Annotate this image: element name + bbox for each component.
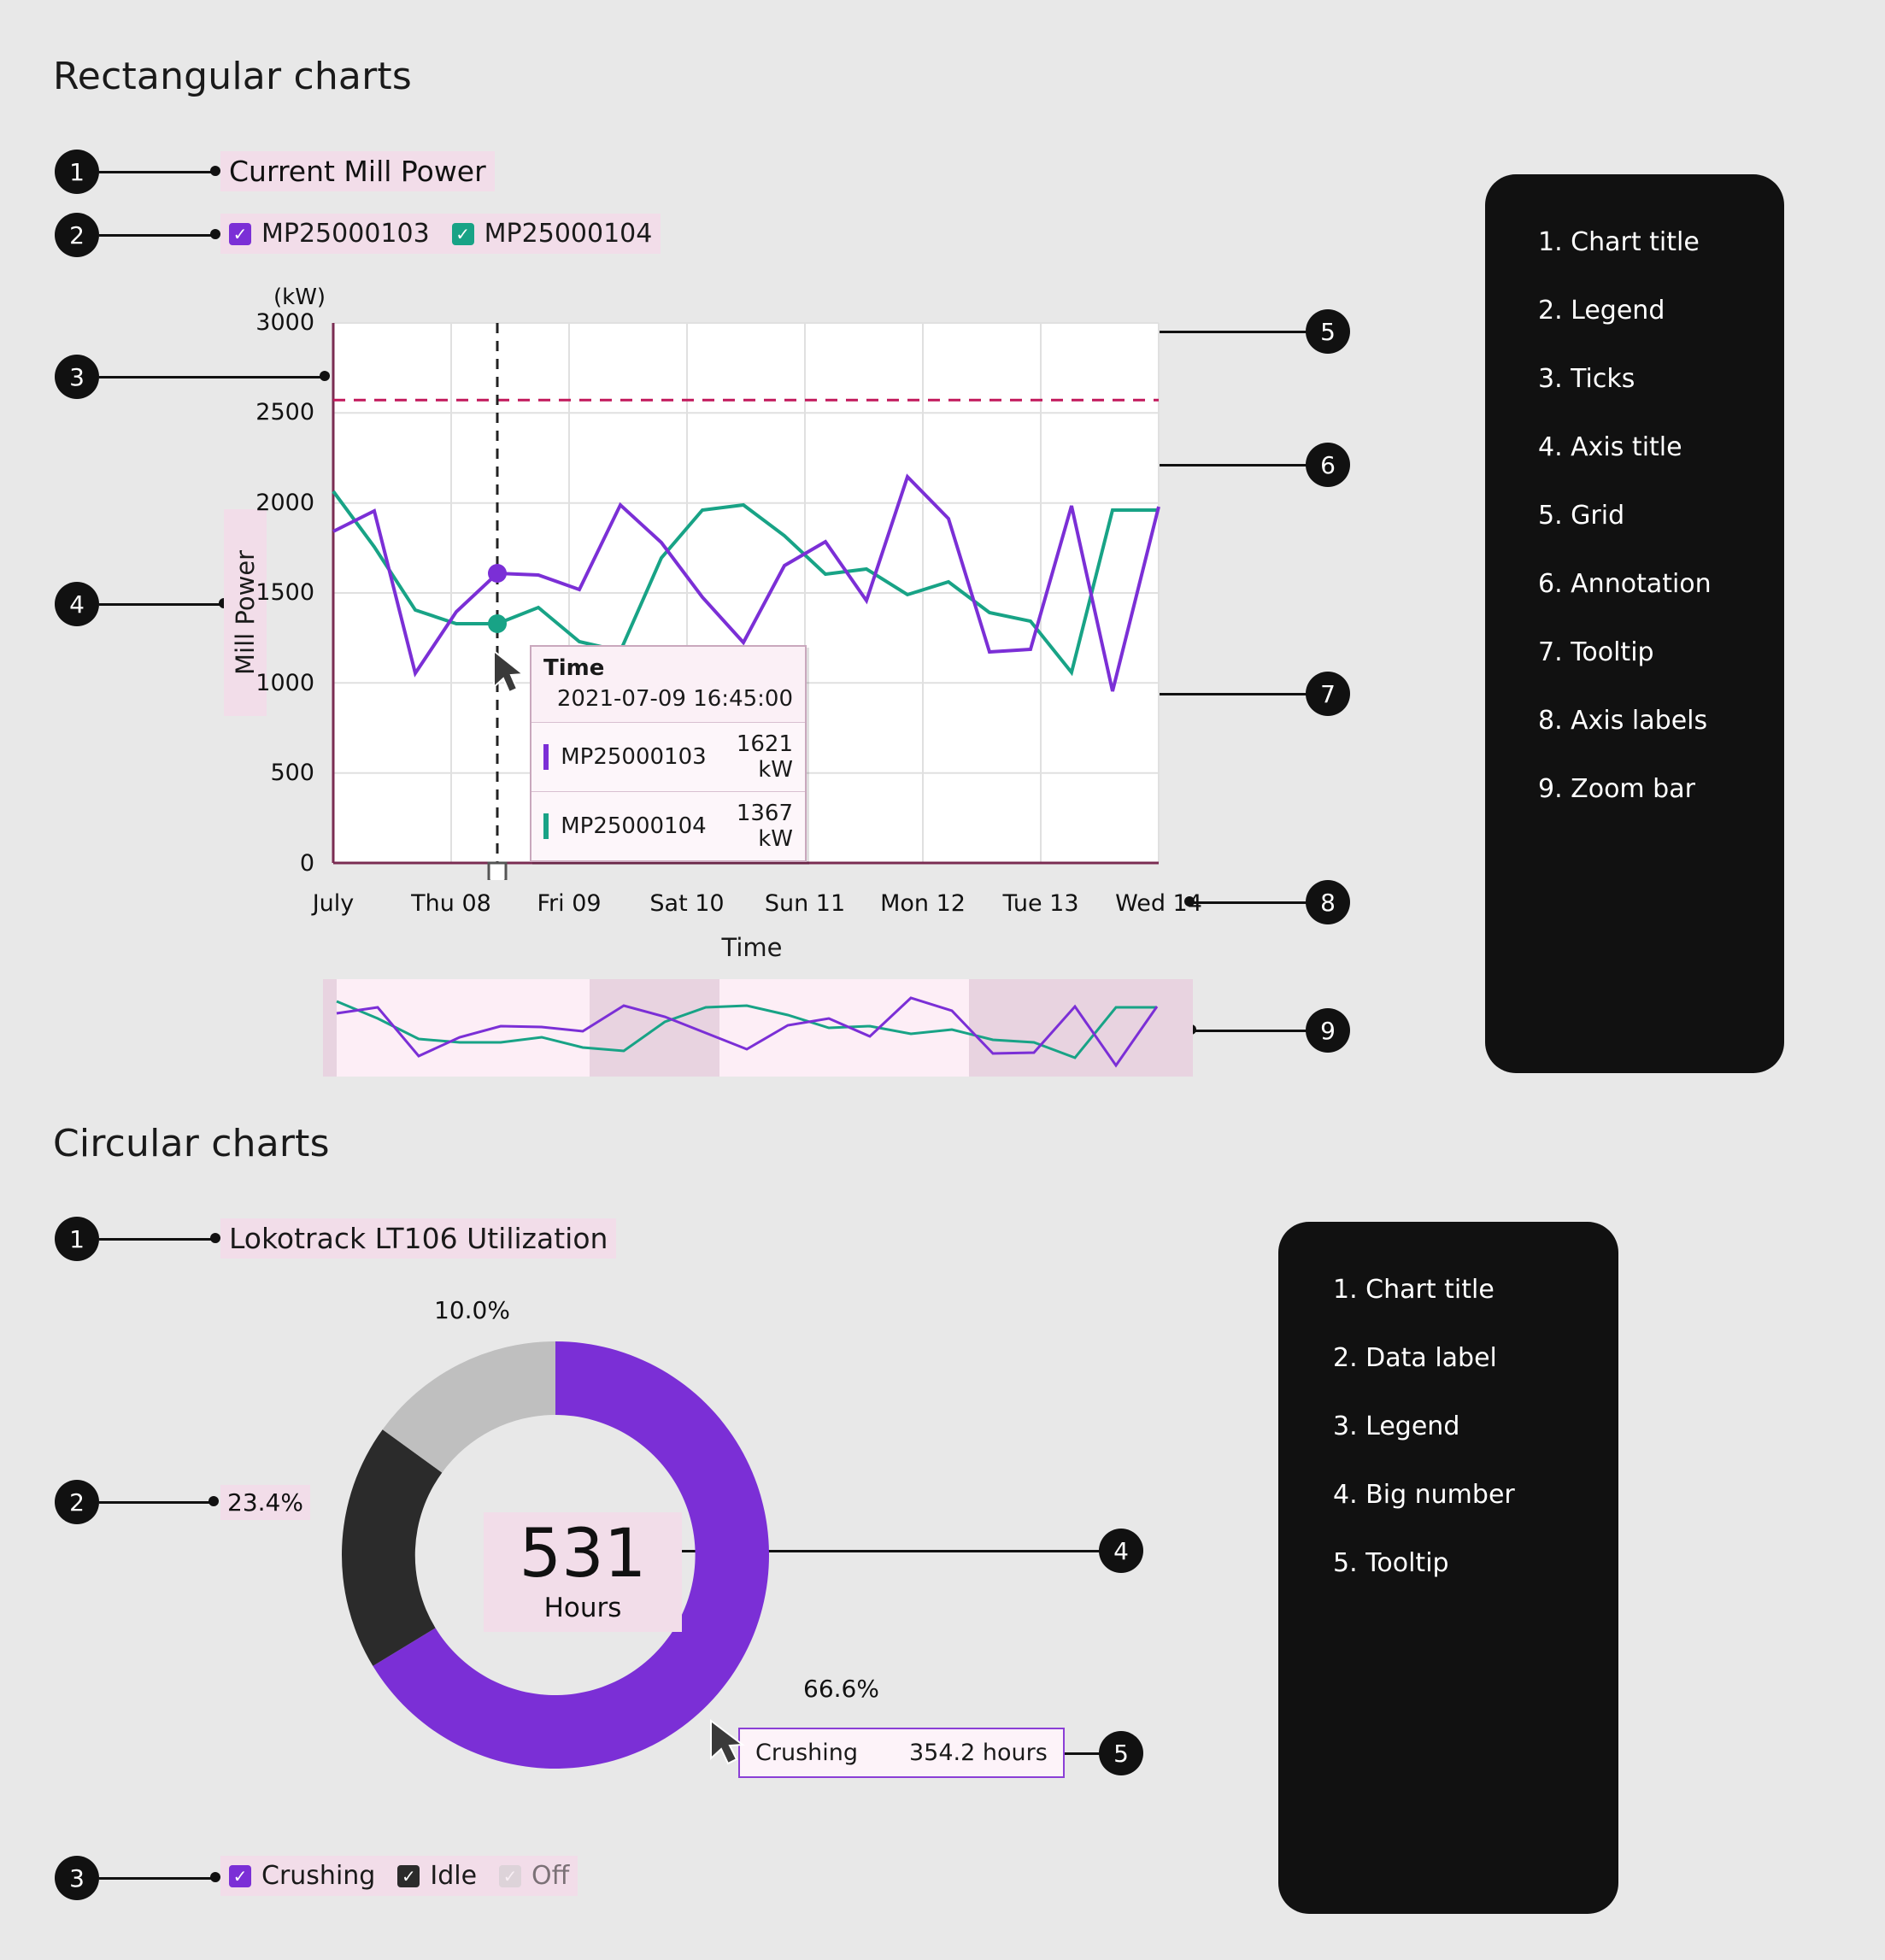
leader-line-c1 [99,1238,214,1241]
circ-legend-panel-item-3: 3. Legend [1333,1411,1460,1441]
tooltip-row-mp25000103 [531,722,805,791]
y-tick-2000: 2000 [255,490,314,516]
leader-line-4 [99,603,224,606]
section-title-rectangular: Rectangular charts [53,55,412,98]
leader-dot-c3 [210,1872,220,1882]
rect-chart-legend-panel [1485,174,1784,1073]
callout-c2-data-label: 2 [55,1480,99,1524]
y-tick-2500: 2500 [255,399,314,425]
legend-panel-item-3: 3. Ticks [1538,364,1635,394]
donut-slice-idle [342,1429,442,1666]
callout-2-legend: 2 [55,213,99,257]
x-axis-drag-handle [489,863,506,880]
x-tick-sat10: Sat 10 [649,890,725,917]
donut-legend-label-off: Off [531,1861,570,1891]
checkbox-idle[interactable]: ✓ [397,1865,420,1887]
donut-center-label: Hours [543,1593,622,1623]
tooltip-value-mp25000104: 1367 kW [736,801,793,852]
leader-line-c2 [99,1501,212,1504]
y-tick-1000: 1000 [255,670,314,696]
checkbox-off[interactable]: ✓ [499,1865,521,1887]
tooltip-swatch-mp25000104 [543,813,549,839]
donut-chart-title: Lokotrack LT106 Utilization [220,1218,616,1259]
x-tick-tue13: Tue 13 [1002,890,1079,917]
x-tick-mon12: Mon 12 [880,890,966,917]
leader-line-2 [99,234,214,237]
line-chart-legend[interactable] [220,214,661,254]
y-tick-1500: 1500 [255,579,314,606]
y-tick-3000: 3000 [255,309,314,336]
callout-8-axis-labels: 8 [1306,880,1350,924]
donut-data-label-idle: 23.4% [220,1485,310,1520]
tooltip-header: Time [543,655,605,681]
x-tick-wed14: Wed 14 [1115,890,1202,917]
circ-legend-panel-item-4: 4. Big number [1333,1480,1515,1510]
section-title-circular: Circular charts [53,1122,330,1165]
callout-c4-big-number: 4 [1099,1529,1143,1573]
legend-panel-item-6: 6. Annotation [1538,569,1712,599]
legend-panel-item-7: 7. Tooltip [1538,637,1654,667]
hover-point-mp25000103 [488,564,507,583]
leader-line-3 [99,376,323,379]
callout-5-grid: 5 [1306,309,1350,354]
donut-data-label-off: 10.0% [434,1296,510,1324]
checkbox-mp25000103[interactable]: ✓ [229,223,251,245]
x-tick-july: July [312,890,355,917]
callout-1-chart-title: 1 [55,150,99,194]
line-chart-title: Current Mill Power [220,151,495,191]
callout-7-tooltip: 7 [1306,672,1350,716]
donut-legend-entry-crushing[interactable] [229,1861,375,1891]
legend-panel-item-4: 4. Axis title [1538,432,1682,462]
circ-legend-panel-item-2: 2. Data label [1333,1343,1497,1373]
legend-entry-mp25000103[interactable] [229,219,430,249]
circ-legend-panel-item-1: 1. Chart title [1333,1275,1494,1305]
legend-label-mp25000104: MP25000104 [484,219,653,249]
callout-c3-legend: 3 [55,1856,99,1900]
leader-line-1 [99,171,214,173]
tooltip-time: 2021-07-09 16:45:00 [556,686,793,712]
callout-9-zoom-bar: 9 [1306,1008,1350,1053]
leader-dot-2 [210,229,220,239]
tooltip-name-mp25000103: MP25000103 [561,744,707,770]
y-tick-0: 0 [299,850,314,877]
donut-legend-entry-idle[interactable] [397,1861,477,1891]
zoom-bar-preview [323,979,1193,1077]
donut-tooltip-value: 354.2 hours [909,1740,1048,1766]
tooltip-swatch-mp25000103 [543,744,549,770]
callout-6-annotation: 6 [1306,443,1350,487]
leader-line-9 [1193,1030,1307,1032]
donut-tooltip [738,1728,1065,1778]
legend-panel-item-2: 2. Legend [1538,296,1665,326]
leader-dot-c2 [208,1496,219,1506]
legend-panel-item-8: 8. Axis labels [1538,706,1708,736]
legend-label-mp25000103: MP25000103 [261,219,430,249]
donut-center-value [484,1512,682,1632]
callout-c1-chart-title: 1 [55,1217,99,1261]
donut-data-label-crushing: 66.6% [803,1675,879,1703]
checkbox-crushing[interactable]: ✓ [229,1865,251,1887]
leader-dot-c1 [210,1233,220,1243]
line-chart-tooltip [530,645,807,862]
x-tick-sun11: Sun 11 [764,890,846,917]
checkbox-mp25000104[interactable]: ✓ [452,223,474,245]
x-tick-thu08: Thu 08 [411,890,491,917]
callout-4-axis-title: 4 [55,582,99,626]
y-axis-title: Mill Power [224,509,267,716]
callout-3-ticks: 3 [55,355,99,399]
y-tick-500: 500 [270,760,314,786]
x-axis-title: Time [721,933,783,962]
hover-point-mp25000104 [488,614,507,633]
legend-panel-item-1: 1. Chart title [1538,227,1700,257]
donut-tooltip-label: Crushing [755,1740,858,1766]
leader-dot-1 [210,166,220,176]
donut-big-number: 531 [519,1516,647,1593]
tooltip-value-mp25000103: 1621 kW [736,731,793,783]
tooltip-row-mp25000104 [531,791,805,860]
zoom-bar[interactable] [323,979,1193,1077]
donut-legend-label-crushing: Crushing [261,1861,376,1891]
donut-legend-entry-off[interactable] [499,1861,569,1891]
circ-chart-legend-panel [1278,1222,1618,1914]
callout-c5-tooltip: 5 [1099,1731,1143,1775]
legend-panel-item-5: 5. Grid [1538,501,1625,531]
leader-line-c3 [99,1877,214,1880]
tooltip-name-mp25000104: MP25000104 [561,813,707,839]
circ-legend-panel-item-5: 5. Tooltip [1333,1548,1449,1578]
donut-legend[interactable] [220,1856,578,1896]
donut-legend-label-idle: Idle [430,1861,478,1891]
y-axis-unit: (kW) [273,285,326,310]
donut-mouse-cursor-icon [706,1717,757,1777]
legend-entry-mp25000104[interactable] [452,219,653,249]
legend-panel-item-9: 9. Zoom bar [1538,774,1695,804]
x-tick-fri09: Fri 09 [537,890,602,917]
